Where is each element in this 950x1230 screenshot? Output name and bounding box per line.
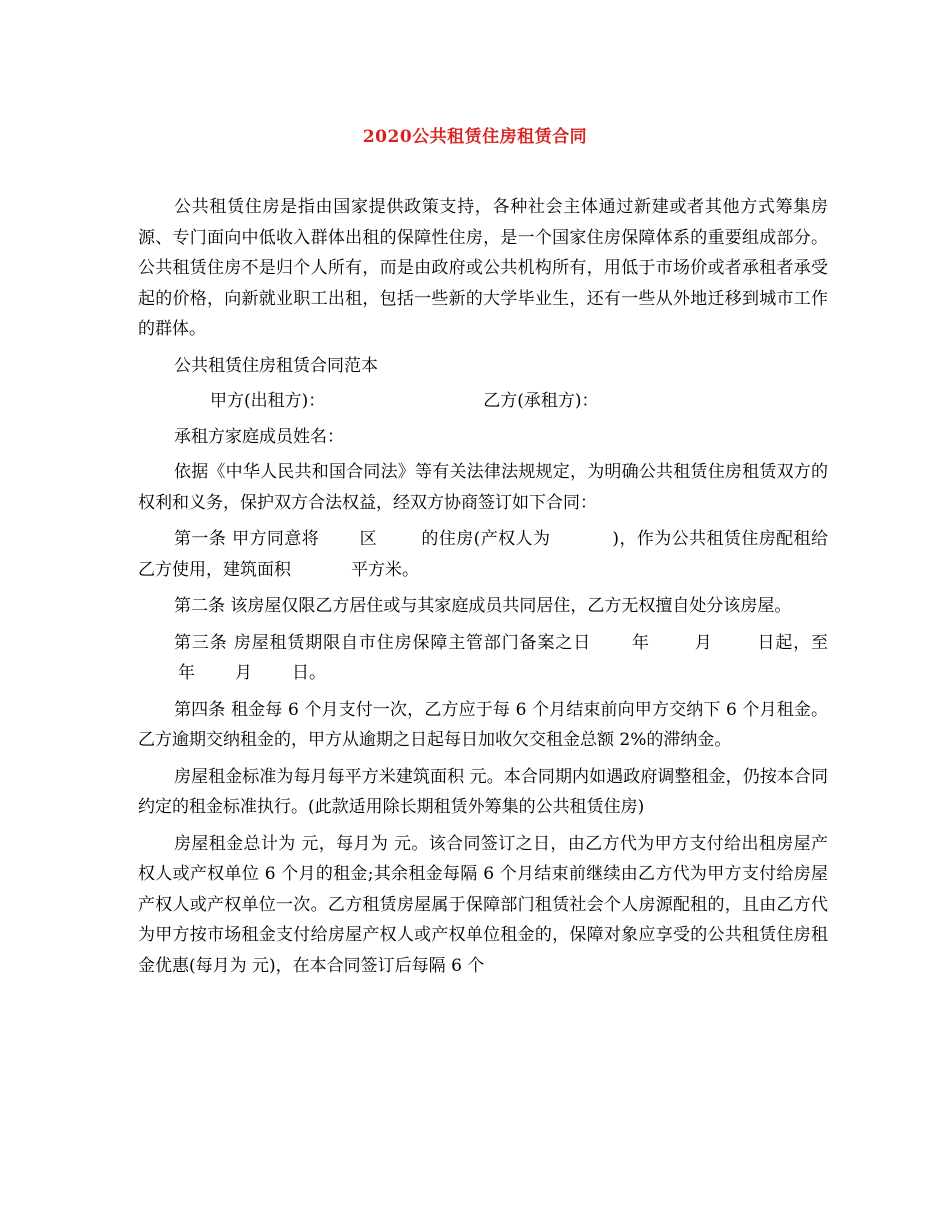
article-3-year-end: 年 [178, 663, 195, 683]
article-3-month-end: 月 [235, 663, 252, 683]
family-members-line: 承租方家庭成员姓名： [174, 426, 344, 447]
document-body [138, 192, 828, 987]
article-3-month-start: 月 [693, 632, 713, 653]
article-1-part-3: 的住房(产权人为 [421, 529, 551, 549]
rent-standard-paragraph: 房屋租金标准为每月每平方米建筑面积 元。本合同期内如遇政府调整租金，仍按本合同约定的租金标准执行。(此款适用除长期租赁外筹集的公共租赁住房) [138, 766, 828, 817]
article-1 [138, 524, 828, 585]
parties-line [138, 386, 828, 417]
article-3-part-1: 第三条 房屋租赁期限自市住房保障主管部门备案之日 [174, 632, 592, 653]
article-2: 第二条 该房屋仅限乙方居住或与其家庭成员共同居住，乙方无权擅自处分该房屋。 [174, 596, 792, 616]
article-3-day-start: 日 [756, 632, 776, 653]
article-3-year-start: 年 [631, 632, 650, 653]
rent-total-paragraph: 房屋租金总计为 元，每月为 元。该合同签订之日，由乙方代为甲方支付给出租房屋产权人或产权单位 6 个月的租金;其余租金每隔 6 个月结束前继续由乙方代为甲方支付给房屋产权人或产权单位一次。乙方租赁房屋属于保障部门租赁社会个人房源配租的，且由乙方代为甲方按市场租金支付给房屋产权人或产权单位租金的，保障对象应享受的公共租赁住房租金优惠(每月为 元)，在本合同签订后每隔 6 个 [138, 833, 828, 976]
article-3-part-2: 起，至 [775, 632, 829, 653]
document-title: 2020公共租赁住房租赁合同 [362, 127, 588, 147]
party-b-label: 乙方(承租方)： [483, 391, 599, 411]
article-4: 第四条 租金每 6 个月支付一次，乙方应于每 6 个月结束前向甲方交纳下 6 个月租金。乙方逾期交纳租金的，甲方从逾期之日起每日加收欠交租金总额 2%的滞纳金。 [138, 699, 828, 750]
party-a-label: 甲方(出租方)： [210, 391, 326, 411]
intro-paragraph: 公共租赁住房是指由国家提供政策支持，各种社会主体通过新建或者其他方式筹集房源、专门面向中低收入群体出租的保障性住房，是一个国家住房保障体系的重要组成部分。公共租赁住房不是归个人所有，而是由政府或公共机构所有，用低于市场价或者承租者承受起的价格，向新就业职工出租，包括一些新的大学毕业生，还有一些从外地迁移到城市工作的群体。 [138, 197, 828, 339]
article-3 [138, 628, 828, 689]
article-1-district: 区 [359, 529, 377, 549]
article-1-part-1: 第一条 甲方同意将 [174, 529, 320, 549]
article-3-day-end: 日。 [292, 663, 326, 683]
article-1-part-5: 平方米。 [351, 559, 419, 580]
template-heading: 公共租赁住房租赁合同范本 [174, 355, 378, 376]
basis-paragraph: 依据《中华人民共和国合同法》等有关法律法规规定，为明确公共租赁住房租赁双方的权利和义务，保护双方合法权益，经双方协商签订如下合同： [138, 462, 828, 513]
article-1-part-4: )，作为公共租赁住房配租给乙方使用，建筑面积 [138, 529, 829, 580]
